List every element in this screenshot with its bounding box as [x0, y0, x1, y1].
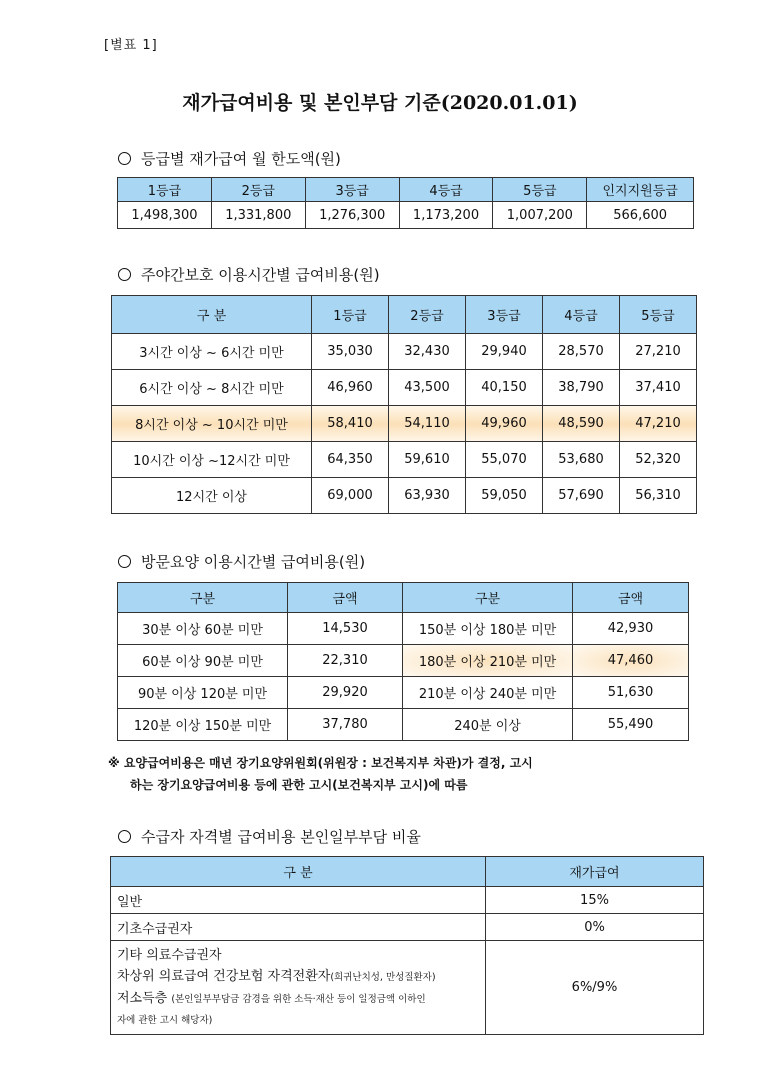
value-cell: 1,331,800 [211, 202, 305, 229]
value-cell: 57,690 [543, 478, 620, 514]
header-cell: 2등급 [211, 178, 305, 202]
header-cell: 4등급 [399, 178, 493, 202]
table-row [111, 887, 704, 914]
label-line-small: (희귀난치성, 만성질환자) [330, 971, 436, 983]
table-row [112, 334, 697, 370]
circle-bullet-icon [118, 830, 131, 843]
table-row [118, 613, 689, 645]
value-cell: 15% [486, 887, 704, 914]
value-cell: 64,350 [312, 442, 389, 478]
home-care-table [117, 582, 689, 741]
note-line-2: 하는 장기요양급여비용 등에 관한 고시(보건복지부 고시)에 따름 [130, 778, 468, 792]
value-cell: 27,210 [620, 334, 697, 370]
header-cell: 5등급 [620, 296, 697, 334]
header-cell: 3등급 [305, 178, 399, 202]
label-line-small: 자에 관한 고시 해당자) [117, 1014, 213, 1026]
row-label: 210분 이상 240분 미만 [403, 677, 573, 709]
header-cell: 4등급 [543, 296, 620, 334]
value-cell: 28,570 [543, 334, 620, 370]
label-line [117, 966, 485, 988]
value-cell: 47,210 [620, 406, 697, 442]
value-cell: 40,150 [466, 370, 543, 406]
value-cell: 0% [486, 914, 704, 941]
row-label: 기초수급권자 [111, 914, 486, 941]
value-cell: 1,276,300 [305, 202, 399, 229]
value-cell: 29,940 [466, 334, 543, 370]
copay-ratio-table [110, 856, 704, 1035]
circle-bullet-icon [118, 268, 131, 281]
value-cell: 42,930 [573, 613, 689, 645]
header-cell: 인지지원등급 [587, 178, 694, 202]
table-row [111, 914, 704, 941]
note-line-1: ※ 요양급여비용은 매년 장기요양위원회(위원장 : 보건복지부 차관)가 결정, 고시 [108, 756, 533, 770]
value-cell: 52,320 [620, 442, 697, 478]
document-title: 재가급여비용 및 본인부담 기준(2020.01.01) [182, 92, 578, 114]
section4-heading-text: 수급자 자격별 급여비용 본인일부부담 비율 [141, 828, 421, 846]
label-line [117, 988, 485, 1010]
header-cell: 구분 [118, 583, 288, 613]
table-row [118, 709, 689, 741]
value-cell: 53,680 [543, 442, 620, 478]
header-cell: 구분 [403, 583, 573, 613]
value-cell: 14,530 [288, 613, 403, 645]
table-header-row [118, 178, 694, 202]
section3-heading [118, 551, 365, 572]
circle-bullet-icon [118, 152, 131, 165]
table-header-row [111, 857, 704, 887]
label-line: 기타 의료수급권자 [117, 947, 222, 963]
header-cell: 3등급 [466, 296, 543, 334]
value-cell: 1,173,200 [399, 202, 493, 229]
value-cell: 55,490 [573, 709, 689, 741]
value-cell: 1,498,300 [118, 202, 212, 229]
row-label-highlighted: 180분 이상 210분 미만 [403, 645, 573, 677]
row-label-multiline [111, 941, 486, 1035]
value-cell: 59,610 [389, 442, 466, 478]
value-cell: 38,790 [543, 370, 620, 406]
row-label: 240분 이상 [403, 709, 573, 741]
table-row [118, 645, 689, 677]
table-row [118, 677, 689, 709]
header-cell: 금액 [288, 583, 403, 613]
table-row [112, 442, 697, 478]
value-cell: 6%/9% [486, 941, 704, 1035]
value-cell: 32,430 [389, 334, 466, 370]
section4-heading [118, 826, 421, 847]
value-cell: 1,007,200 [493, 202, 587, 229]
value-cell: 59,050 [466, 478, 543, 514]
row-label: 90분 이상 120분 미만 [118, 677, 288, 709]
value-cell: 49,960 [466, 406, 543, 442]
value-cell: 46,960 [312, 370, 389, 406]
value-cell: 63,930 [389, 478, 466, 514]
header-cell: 구 분 [112, 296, 312, 334]
header-cell: 1등급 [118, 178, 212, 202]
header-cell: 재가급여 [486, 857, 704, 887]
value-cell: 35,030 [312, 334, 389, 370]
table-row [118, 202, 694, 229]
value-cell: 43,500 [389, 370, 466, 406]
appendix-tag: [별표 1] [104, 38, 158, 53]
row-label: 6시간 이상 ~ 8시간 미만 [112, 370, 312, 406]
row-label: 3시간 이상 ~ 6시간 미만 [112, 334, 312, 370]
section3-heading-text: 방문요양 이용시간별 급여비용(원) [141, 553, 366, 571]
header-cell: 구 분 [111, 857, 486, 887]
label-line-main: 저소득층 [117, 990, 168, 1006]
value-cell: 54,110 [389, 406, 466, 442]
table-row [112, 478, 697, 514]
value-cell: 37,780 [288, 709, 403, 741]
value-cell: 51,630 [573, 677, 689, 709]
cost-note [108, 752, 533, 796]
section2-heading [118, 264, 380, 285]
row-label: 8시간 이상 ~ 10시간 미만 [112, 406, 312, 442]
value-cell: 56,310 [620, 478, 697, 514]
value-cell: 58,410 [312, 406, 389, 442]
circle-bullet-icon [118, 555, 131, 568]
value-cell: 22,310 [288, 645, 403, 677]
value-cell: 37,410 [620, 370, 697, 406]
highlighted-row [112, 406, 697, 442]
value-cell: 55,070 [466, 442, 543, 478]
section1-heading-text: 등급별 재가급여 월 한도액(원) [141, 150, 341, 168]
label-line-small: (본인일부부담금 감경을 위한 소득·재산 등이 일정금액 이하인 [171, 993, 426, 1005]
header-cell: 금액 [573, 583, 689, 613]
label-line-main: 차상위 의료급여 건강보험 자격전환자 [117, 968, 331, 984]
table-row [111, 941, 704, 1035]
value-cell: 29,920 [288, 677, 403, 709]
row-label: 150분 이상 180분 미만 [403, 613, 573, 645]
value-cell-highlighted: 47,460 [573, 645, 689, 677]
section2-heading-text: 주야간보호 이용시간별 급여비용(원) [141, 266, 380, 284]
table-header-row [118, 583, 689, 613]
row-label: 10시간 이상 ~12시간 미만 [112, 442, 312, 478]
row-label: 30분 이상 60분 미만 [118, 613, 288, 645]
header-cell: 1등급 [312, 296, 389, 334]
value-cell: 48,590 [543, 406, 620, 442]
header-cell: 2등급 [389, 296, 466, 334]
day-night-care-table [111, 295, 697, 514]
row-label: 120분 이상 150분 미만 [118, 709, 288, 741]
row-label: 12시간 이상 [112, 478, 312, 514]
value-cell: 566,600 [587, 202, 694, 229]
table-header-row [112, 296, 697, 334]
value-cell: 69,000 [312, 478, 389, 514]
row-label: 60분 이상 90분 미만 [118, 645, 288, 677]
row-label: 일반 [111, 887, 486, 914]
table-row [112, 370, 697, 406]
section1-heading [118, 148, 341, 169]
header-cell: 5등급 [493, 178, 587, 202]
monthly-limit-table [117, 177, 694, 229]
